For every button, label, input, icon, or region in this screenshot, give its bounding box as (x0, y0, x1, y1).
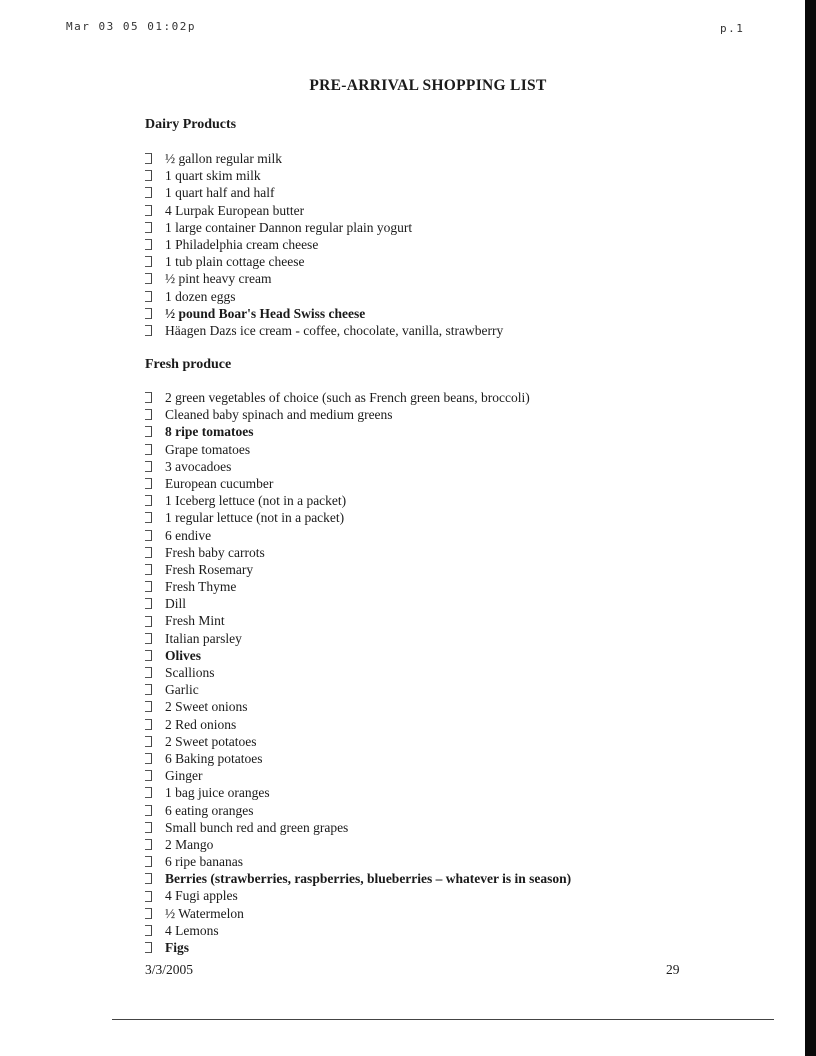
checkbox-icon (145, 925, 152, 936)
item-label: Ginger (165, 768, 203, 784)
item-label: 6 endive (165, 527, 212, 543)
item-label: Dill (165, 596, 187, 612)
checkbox-icon (145, 478, 152, 489)
item-label: Italian parsley (165, 630, 242, 646)
item-label: 4 Fugi apples (165, 888, 238, 904)
checkbox-icon (145, 187, 152, 198)
item-label: 2 Mango (165, 836, 214, 852)
item-label: Fresh Mint (165, 613, 225, 629)
item-label: Häagen Dazs ice cream - coffee, chocolate, vanilla, strawberry (165, 322, 504, 338)
checklist-item (145, 922, 571, 939)
scan-edge-bar (805, 0, 816, 1056)
item-label: 1 bag juice oranges (165, 785, 270, 801)
checkbox-icon (145, 684, 152, 695)
checkbox-icon (145, 616, 152, 627)
item-label: ½ pint heavy cream (165, 271, 272, 287)
footer-page-number: 29 (666, 962, 680, 977)
checklist-item (145, 647, 571, 664)
item-label: 4 Lemons (165, 922, 219, 938)
checkbox-icon (145, 426, 152, 437)
checkbox-icon (145, 239, 152, 250)
checkbox-icon (145, 581, 152, 592)
checkbox-icon (145, 770, 152, 781)
checklist-item (145, 733, 571, 750)
item-label: Fresh baby carrots (165, 544, 265, 560)
checklist-item (145, 492, 571, 509)
item-label: Fresh Thyme (165, 579, 237, 595)
checklist-item (145, 322, 503, 339)
fax-header-stamp: Mar 03 05 01:02p (66, 20, 196, 33)
document-title: PRE-ARRIVAL SHOPPING LIST (309, 77, 547, 94)
item-label: ½ Watermelon (165, 905, 244, 921)
checklist-item (145, 870, 571, 887)
checklist-item (145, 750, 571, 767)
item-label: 2 green vegetables of choice (such as French green beans, broccoli) (165, 390, 530, 405)
section-heading-dairy: Dairy Products (145, 117, 237, 132)
checklist-item (145, 150, 503, 167)
checkbox-icon (145, 153, 152, 164)
checklist-item (145, 167, 503, 184)
checklist-item (145, 475, 571, 492)
item-label: ½ pound Boar's Head Swiss cheese (165, 305, 366, 321)
checklist-item (145, 458, 571, 475)
produce-items-list (145, 389, 571, 956)
item-label: Scallions (165, 665, 215, 680)
item-label: 6 eating oranges (165, 802, 254, 818)
checkbox-icon (145, 667, 152, 678)
checklist-item (145, 527, 571, 544)
checklist-item (145, 681, 571, 698)
item-label: 2 Sweet potatoes (165, 733, 257, 749)
checkbox-icon (145, 719, 152, 730)
checklist-item (145, 716, 571, 733)
checklist-item (145, 389, 571, 406)
item-label: 8 ripe tomatoes (165, 424, 254, 440)
checklist-item (145, 288, 503, 305)
checkbox-icon (145, 942, 152, 953)
item-label: Olives (165, 647, 201, 663)
item-label: ½ gallon regular milk (165, 151, 282, 166)
checklist-item (145, 184, 503, 201)
checkbox-icon (145, 736, 152, 747)
item-label: 1 large container Dannon regular plain yogurt (165, 219, 413, 235)
item-label: 1 tub plain cottage cheese (165, 254, 305, 270)
item-label: 1 regular lettuce (not in a packet) (165, 510, 345, 526)
checklist-item (145, 784, 571, 801)
item-label: 6 ripe bananas (165, 854, 243, 870)
checklist-item (145, 887, 571, 904)
item-label: Fresh Rosemary (165, 561, 254, 577)
section-heading-produce: Fresh produce (145, 357, 232, 372)
checkbox-icon (145, 291, 152, 302)
item-label: European cucumber (165, 475, 274, 491)
dairy-items-list (145, 150, 503, 339)
item-label: 1 quart half and half (165, 185, 275, 201)
checkbox-icon (145, 787, 152, 798)
item-label: 3 avocadoes (165, 458, 232, 474)
checklist-item (145, 578, 571, 595)
checkbox-icon (145, 308, 152, 319)
item-label: 6 Baking potatoes (165, 750, 263, 766)
bottom-divider (112, 1019, 774, 1020)
checkbox-icon (145, 805, 152, 816)
checkbox-icon (145, 701, 152, 712)
item-label: Grape tomatoes (165, 441, 251, 457)
checklist-item (145, 698, 571, 715)
checklist-item (145, 305, 503, 322)
item-label: Garlic (165, 682, 199, 698)
checkbox-icon (145, 273, 152, 284)
checklist-item (145, 561, 571, 578)
fax-page-indicator: p.1 (720, 22, 745, 35)
checkbox-icon (145, 753, 152, 764)
item-label: 4 Lurpak European butter (165, 202, 305, 218)
item-label: 1 quart skim milk (165, 168, 261, 184)
item-label: Figs (165, 940, 190, 955)
checkbox-icon (145, 839, 152, 850)
checkbox-icon (145, 633, 152, 644)
checklist-item (145, 509, 571, 526)
item-label: 1 Philadelphia cream cheese (165, 236, 319, 252)
checklist-item (145, 939, 571, 956)
footer-date: 3/3/2005 (145, 962, 194, 977)
item-label: 1 dozen eggs (165, 288, 236, 304)
item-label: Cleaned baby spinach and medium greens (165, 407, 393, 423)
item-label: 2 Sweet onions (165, 699, 248, 715)
checkbox-icon (145, 170, 152, 181)
checkbox-icon (145, 444, 152, 455)
checkbox-icon (145, 392, 152, 403)
checklist-item (145, 202, 503, 219)
checkbox-icon (145, 409, 152, 420)
item-label: Small bunch red and green grapes (165, 819, 349, 835)
checkbox-icon (145, 205, 152, 216)
checkbox-icon (145, 547, 152, 558)
checklist-item (145, 819, 571, 836)
checkbox-icon (145, 908, 152, 919)
checkbox-icon (145, 256, 152, 267)
checklist-item (145, 836, 571, 853)
checkbox-icon (145, 650, 152, 661)
checklist-item (145, 595, 571, 612)
checklist-item (145, 219, 503, 236)
checklist-item (145, 253, 503, 270)
checkbox-icon (145, 598, 152, 609)
checklist-item (145, 236, 503, 253)
checklist-item (145, 664, 571, 681)
checklist-item (145, 767, 571, 784)
checkbox-icon (145, 461, 152, 472)
checklist-item (145, 630, 571, 647)
item-label: Berries (strawberries, raspberries, blueberries – whatever is in season) (165, 871, 572, 887)
checklist-item (145, 802, 571, 819)
checkbox-icon (145, 891, 152, 902)
checkbox-icon (145, 530, 152, 541)
checklist-item (145, 406, 571, 423)
checklist-item (145, 441, 571, 458)
checklist-item (145, 905, 571, 922)
checkbox-icon (145, 564, 152, 575)
item-label: 1 Iceberg lettuce (not in a packet) (165, 493, 347, 509)
checklist-item (145, 544, 571, 561)
checklist-item (145, 853, 571, 870)
checkbox-icon (145, 822, 152, 833)
checkbox-icon (145, 222, 152, 233)
checkbox-icon (145, 512, 152, 523)
checklist-item (145, 423, 571, 440)
checkbox-icon (145, 856, 152, 867)
item-label: 2 Red onions (165, 716, 237, 732)
checkbox-icon (145, 325, 152, 336)
checklist-item (145, 270, 503, 287)
checklist-item (145, 612, 571, 629)
checkbox-icon (145, 873, 152, 884)
checkbox-icon (145, 495, 152, 506)
